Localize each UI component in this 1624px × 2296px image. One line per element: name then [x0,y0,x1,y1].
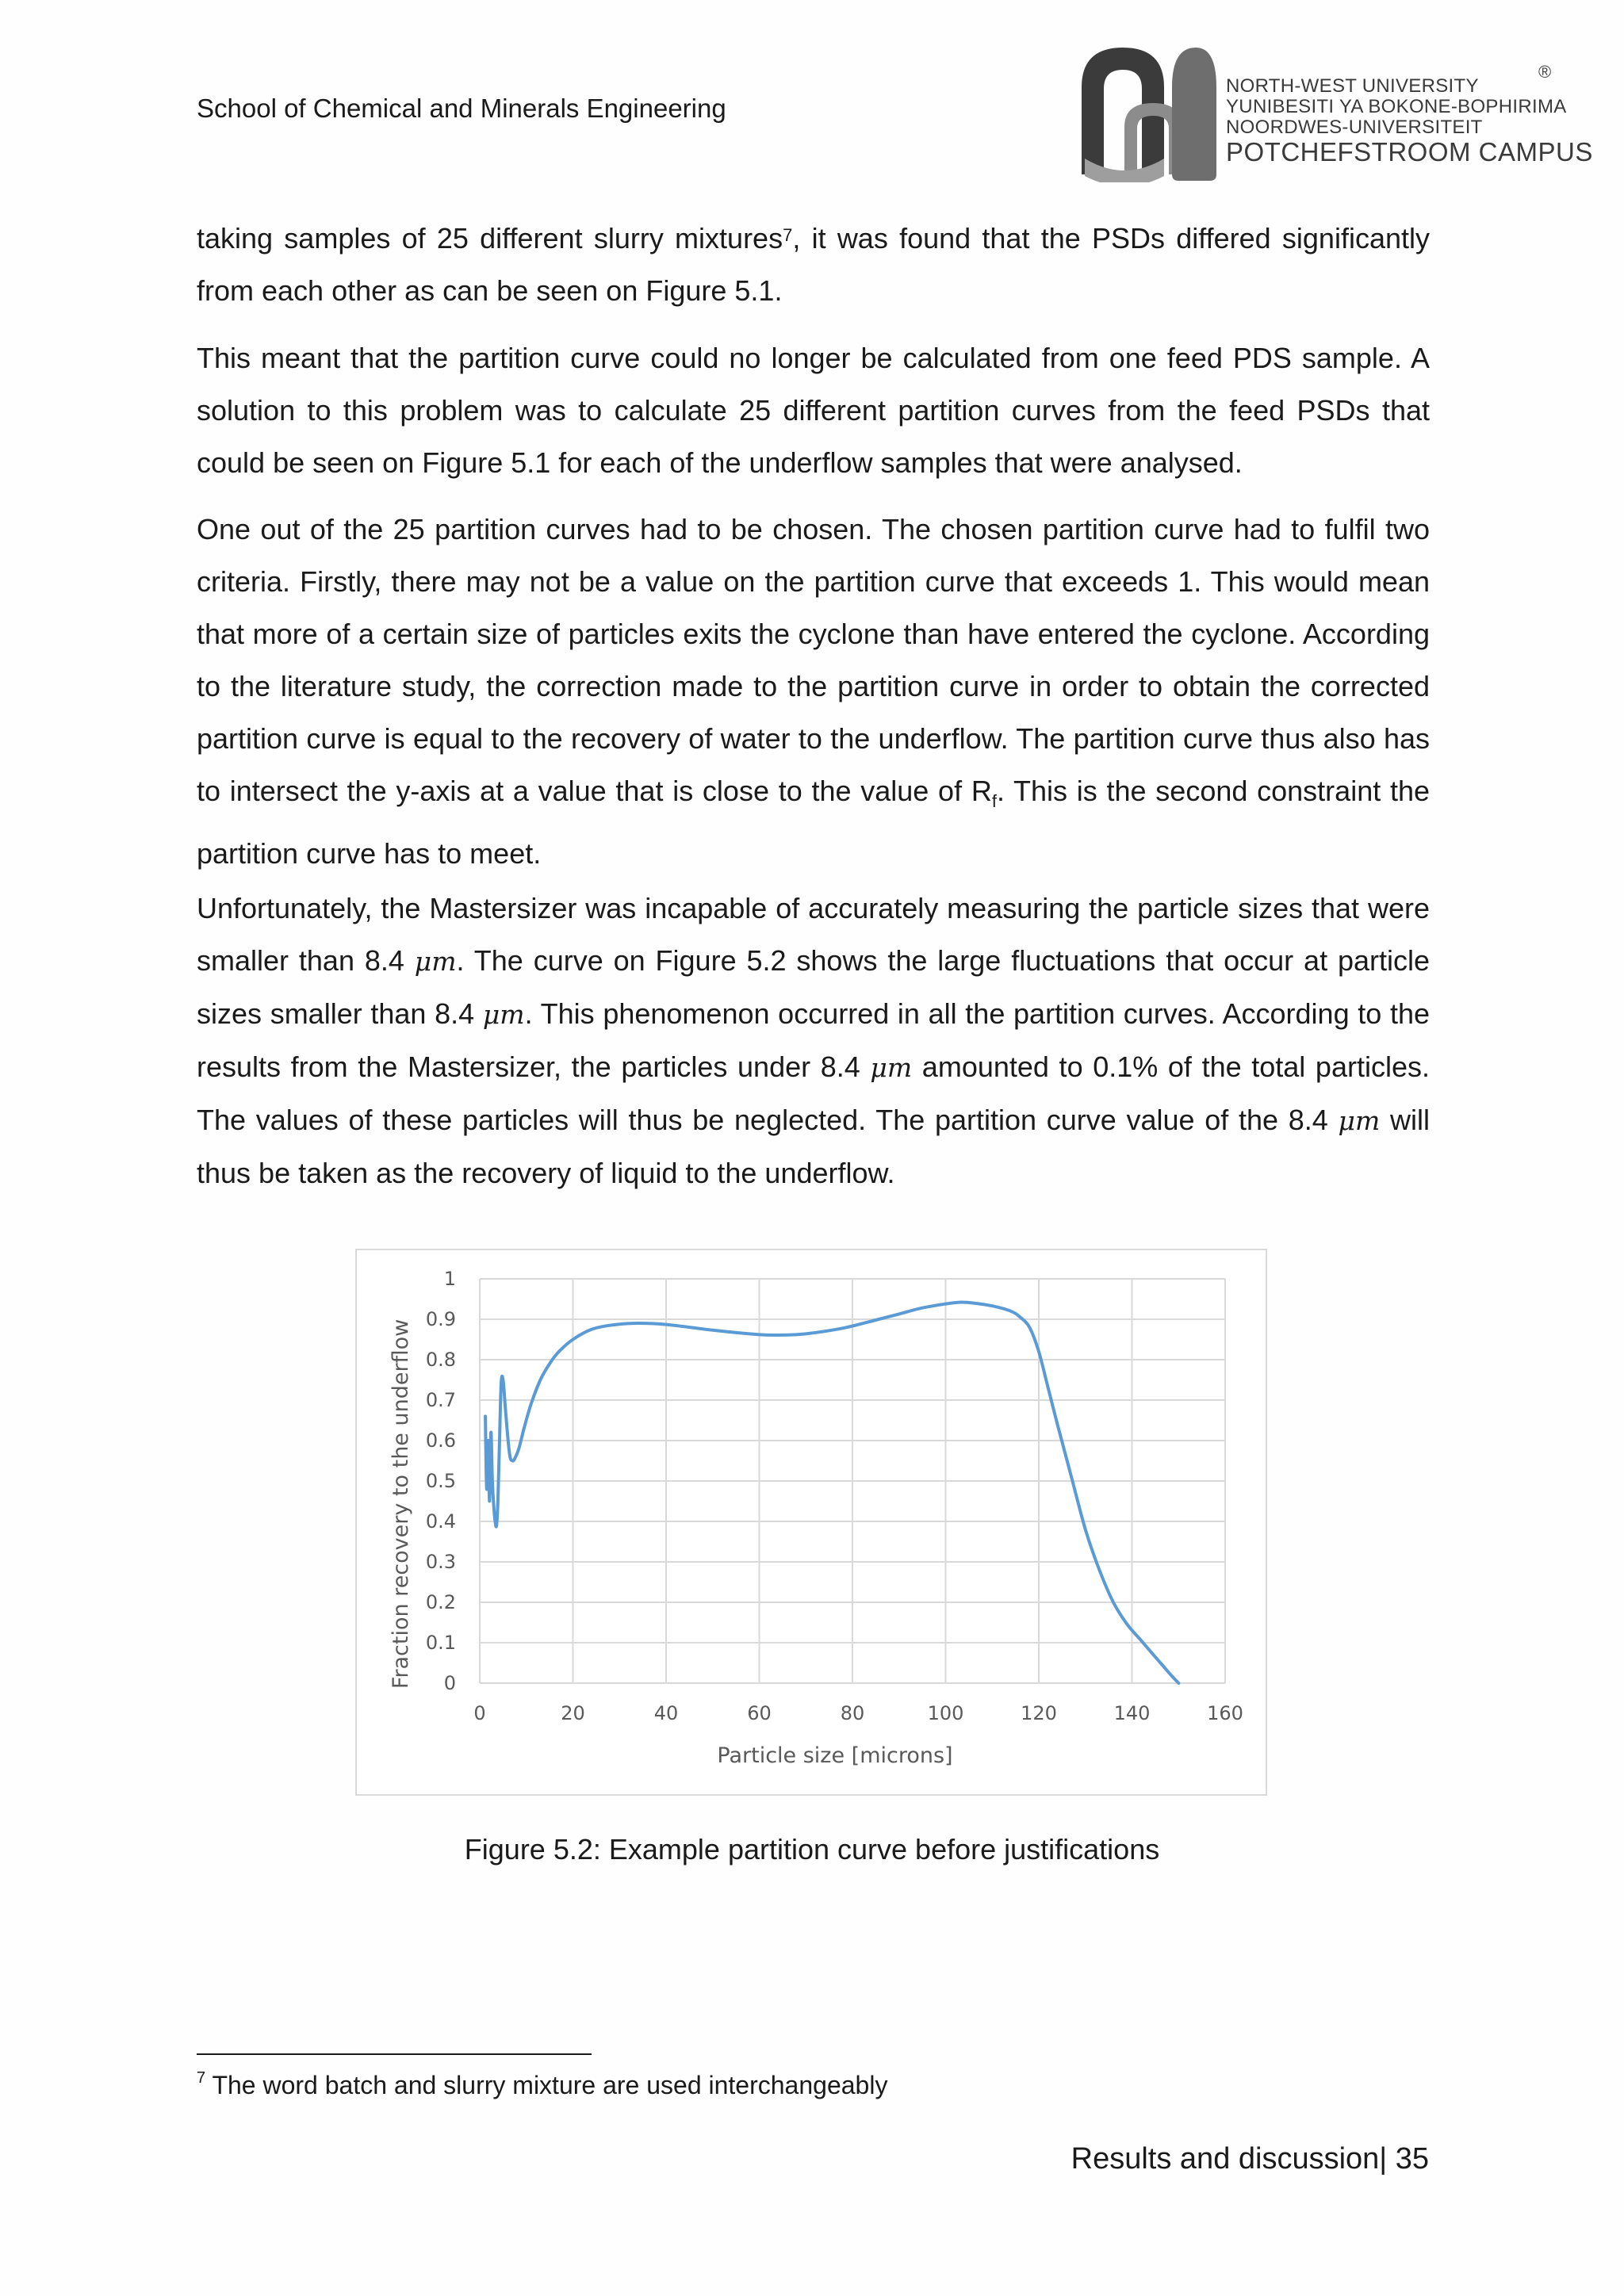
text-run: , it was found that the PSDs differed significantly from each other as can be seen on Figure 5.1. [197,222,1430,307]
footnote-mark: 7 [197,2069,206,2087]
y-tick-label: 0.6 [425,1429,456,1452]
x-tick-label: 100 [927,1702,964,1724]
text-run: Unfortunately, the Mastersizer was incapable of accurately measuring the particle sizes that were smaller than 8.4 [197,892,1430,977]
paragraph-3 [197,503,1430,880]
footnote [197,2071,887,2100]
y-tick-label: 0.4 [425,1510,456,1533]
y-tick-label: 0.7 [425,1389,456,1411]
x-tick-label: 140 [1113,1702,1151,1724]
x-tick-label: 120 [1021,1702,1057,1724]
text-run: amounted to 0.1% of the total particles. The values of these particles will thus be neglected. The partition curve value of the 8.4 [197,1050,1430,1136]
chart-svg [357,1250,1269,1797]
text-run: One out of the 25 partition curves had to be chosen. The chosen partition curve had to fulfil two criteria. Firstly, there may not be a value on the partition curve that exceeds 1. This would mean that more of a certain size of particles exits the cyclone than have entered the cyclone. According to the literature study, the correction made to the partition curve in order to obtain the corrected partition curve is equal to the recovery of water to the underflow. The partition curve thus also has to intersect the y-axis at a value that is close to the value of R [197,513,1430,807]
text-run: This meant that the partition curve could no longer be calculated from one feed PDS sample. A solution to this problem was to calculate 25 different partition curves from the feed PSDs that could be seen on Figure 5.1 for each of the underflow samples that were analysed. [197,342,1430,479]
registered-mark: ® [1538,62,1552,82]
footnote-rule [197,2053,592,2055]
paragraph-2 [197,332,1430,489]
y-tick-label: 0.8 [425,1349,456,1371]
chart-gridlines [480,1279,1225,1683]
y-tick-label: 0.2 [425,1591,456,1613]
footnote-ref: 7 [783,225,793,245]
unit-micrometre: μm [870,1052,913,1083]
y-tick-label: 0 [443,1672,456,1694]
page-footer: Results and discussion| 35 [1071,2142,1429,2175]
unit-micrometre: μm [1338,1105,1381,1136]
text-run: taking samples of 25 different slurry mixtures [197,222,783,254]
x-axis-label: Particle size [microns] [717,1743,953,1768]
x-tick-label: 80 [840,1702,865,1724]
text-run: . This phenomenon occurred in all the partition curves. According to the results from the Mastersizer, the particles under 8.4 [197,997,1431,1083]
y-tick-label: 1 [443,1268,456,1290]
text-run: . This is the second constraint the partition curve has to meet. [197,775,1430,871]
logo-line-3: NOORDWES-UNIVERSITEIT [1226,117,1483,138]
text-run: will thus be taken as the recovery of liquid to the underflow. [197,1104,1430,1189]
school-name: School of Chemical and Minerals Engineering [197,94,726,123]
logo-campus: POTCHEFSTROOM CAMPUS [1226,137,1593,166]
paragraph-1 [197,212,1430,317]
y-tick-label: 0.5 [425,1470,456,1492]
y-tick-label: 0.9 [425,1308,456,1330]
logo-text [1226,76,1593,166]
x-tick-label: 20 [561,1702,585,1724]
x-tick-label: 40 [653,1702,679,1724]
y-tick-label: 0.1 [425,1632,456,1654]
subscript-f: f [991,791,997,812]
text-run: . The curve on Figure 5.2 shows the large fluctuations that occur at particle sizes smaller than 8.4 [197,944,1431,1030]
logo-line-2: YUNIBESITI YA BOKONE-BOPHIRIMA [1226,96,1567,117]
x-tick-label: 0 [473,1702,486,1724]
partition-curve-chart [355,1249,1267,1796]
x-tick-label: 60 [747,1702,772,1724]
logo-line-1: NORTH-WEST UNIVERSITY [1226,75,1479,97]
figure-caption: Figure 5.2: Example partition curve before justifications [464,1833,1160,1866]
paragraph-4 [197,882,1430,1200]
y-axis-label: Fraction recovery to the underflow [389,1318,413,1689]
footnote-text: The word batch and slurry mixture are used interchangeably [205,2071,888,2099]
y-tick-label: 0.3 [425,1551,456,1573]
x-tick-label: 160 [1207,1702,1243,1724]
unit-micrometre: μm [482,999,525,1030]
unit-micrometre: μm [414,946,457,977]
chart-tick-labels [426,1268,1243,1724]
